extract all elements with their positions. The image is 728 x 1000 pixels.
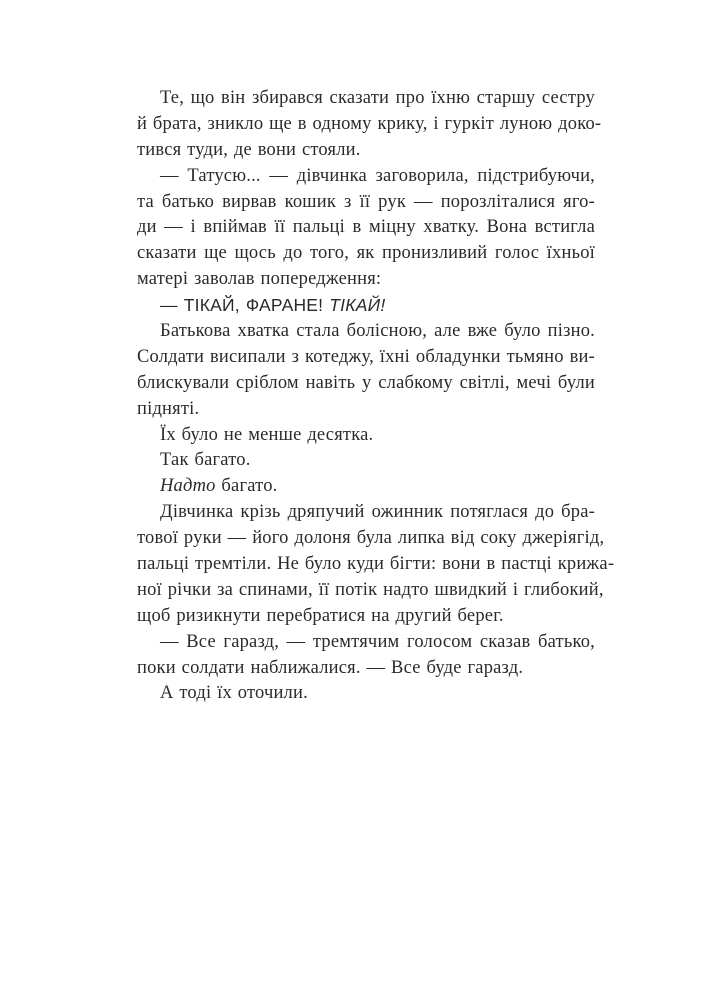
text-line: щоб ризикнути перебратися на другий берег. [137, 605, 504, 626]
text-line: — Татусю... — дівчинка заговорила, підстрибуючи, [160, 165, 595, 186]
text-word: багато. [221, 476, 278, 497]
text-line: Їх було не менше десятка. [160, 424, 374, 445]
text-line: поки солдати наближалися. — Все буде гаразд. [137, 657, 524, 678]
italic-word: Надто [160, 476, 216, 497]
text-line: Дівчинка крізь дряпучий ожинник потяглася до бра- [160, 502, 595, 523]
text-line: матері заволав попередження: [137, 269, 382, 290]
text-line: Те, що він збирався сказати про їхню старшу сестру [160, 88, 595, 108]
text-line: А тоді їх оточили. [160, 683, 308, 704]
text-line: пальці тремтіли. Не було куди бігти: вони в пастці крижа- [137, 554, 615, 575]
text-line: та батько вирвав кошик з її рук — порозліталися яго- [137, 191, 595, 212]
text-line: тової руки — його долоня була липка від соку джеріягід, [137, 528, 605, 549]
text-line [137, 474, 595, 500]
text-line: ної річки за спинами, її потік надто швидкий і глибокий, [137, 579, 604, 600]
text-line: Солдати висипали з котеджу, їхні обладунки тьмяно ви- [137, 346, 595, 367]
text-line: сказати ще щось до того, як пронизливий голос їхньої [137, 243, 595, 264]
text-line: — Все гаразд, — тремтячим голосом сказав батько, [160, 631, 595, 652]
shout-italic-text: ТІКАЙ! [329, 295, 386, 316]
text-line: підняті. [137, 398, 200, 419]
text-line: Батькова хватка стала болісною, але вже було пізно. [160, 321, 595, 342]
text-line: й брата, зникло ще в одному крику, і гуркіт луною доко- [137, 113, 602, 134]
text-line: Так багато. [160, 450, 251, 471]
book-page-text [137, 86, 615, 707]
text-line-shout [137, 293, 595, 319]
text-line: блискували сріблом навіть у слабкому світлі, мечі були [137, 372, 595, 393]
text-line: ди — і впіймав її пальці в міцну хватку. Вона встигла [137, 217, 595, 238]
shout-text: — ТІКАЙ, ФАРАНЕ! [160, 295, 324, 316]
text-line: тився туди, де вони стояли. [137, 139, 361, 160]
